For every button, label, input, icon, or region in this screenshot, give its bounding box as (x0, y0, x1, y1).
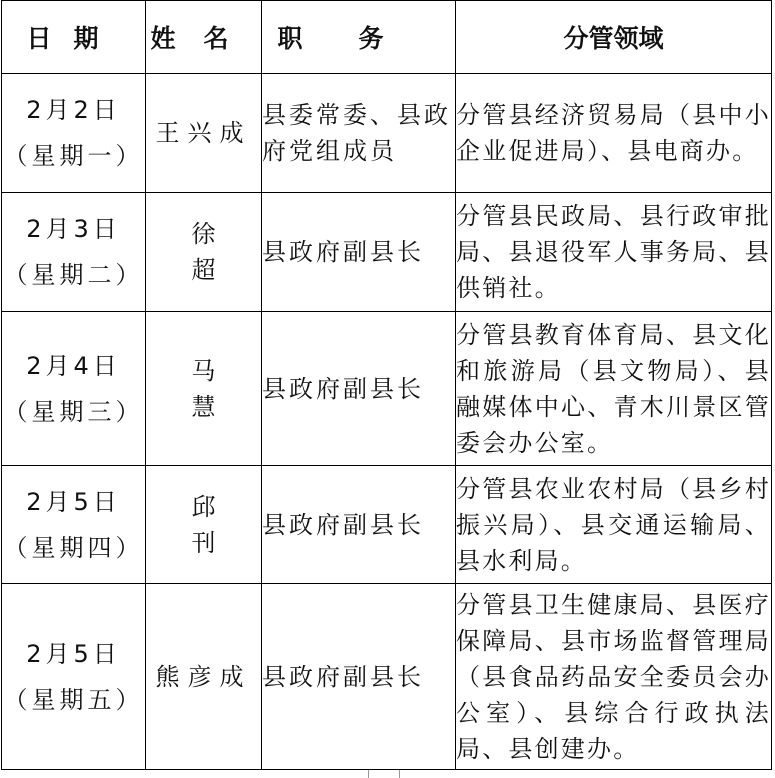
date-text: 2月4日 (26, 351, 121, 380)
weekday-text: （星期一） (3, 142, 144, 170)
header-area: 分管领域 (456, 1, 772, 74)
area-cell: 分管县农业农村局（县乡村振兴局）、县交通运输局、县水利局。 (456, 466, 772, 584)
position-cell: 县政府副县长 (262, 193, 456, 312)
date-cell (2, 466, 146, 584)
name-cell: 熊彦成 (146, 584, 262, 770)
duty-table (1, 0, 772, 770)
name-cell: 马慧 (146, 312, 262, 466)
date-cell (2, 584, 146, 770)
header-position: 职务 (262, 1, 456, 74)
table-row (2, 312, 772, 466)
position-cell: 县政府副县长 (262, 466, 456, 584)
table-row (2, 466, 772, 584)
table-row (2, 584, 772, 770)
position-cell: 县委常委、县政府党组成员 (262, 74, 456, 193)
weekday-text: （星期二） (3, 261, 144, 289)
position-cell: 县政府副县长 (262, 312, 456, 466)
header-date: 日期 (2, 1, 146, 74)
area-cell: 分管县民政局、县行政审批局、县退役军人事务局、县供销社。 (456, 193, 772, 312)
header-name: 姓名 (146, 1, 262, 74)
name-cell: 王兴成 (146, 74, 262, 193)
name-cell: 徐超 (146, 193, 262, 312)
date-text: 2月5日 (26, 639, 121, 668)
name-cell: 邱刊 (146, 466, 262, 584)
weekday-text: （星期五） (3, 685, 144, 714)
area-cell: 分管县卫生健康局、县医疗保障局、县市场监督管理局（县食品药品安全委员会办公室）、县综合行政执法局、县创建办。 (456, 584, 772, 770)
header-row (2, 1, 772, 74)
table-row (2, 193, 772, 312)
position-cell: 县政府副县长 (262, 584, 456, 770)
weekday-text: （星期三） (3, 397, 144, 426)
date-text: 2月2日 (26, 96, 121, 124)
date-text: 2月5日 (26, 487, 121, 516)
area-cell: 分管县经济贸易局（县中小企业促进局）、县电商办。 (456, 74, 772, 193)
date-cell (2, 312, 146, 466)
table-row (2, 74, 772, 193)
date-cell (2, 74, 146, 193)
weekday-text: （星期四） (3, 533, 144, 562)
date-cell (2, 193, 146, 312)
date-text: 2月3日 (26, 215, 121, 243)
area-cell: 分管县教育体育局、县文化和旅游局（县文物局）、县融媒体中心、青木川景区管委会办公室。 (456, 312, 772, 466)
page-edge-mark (368, 770, 400, 778)
